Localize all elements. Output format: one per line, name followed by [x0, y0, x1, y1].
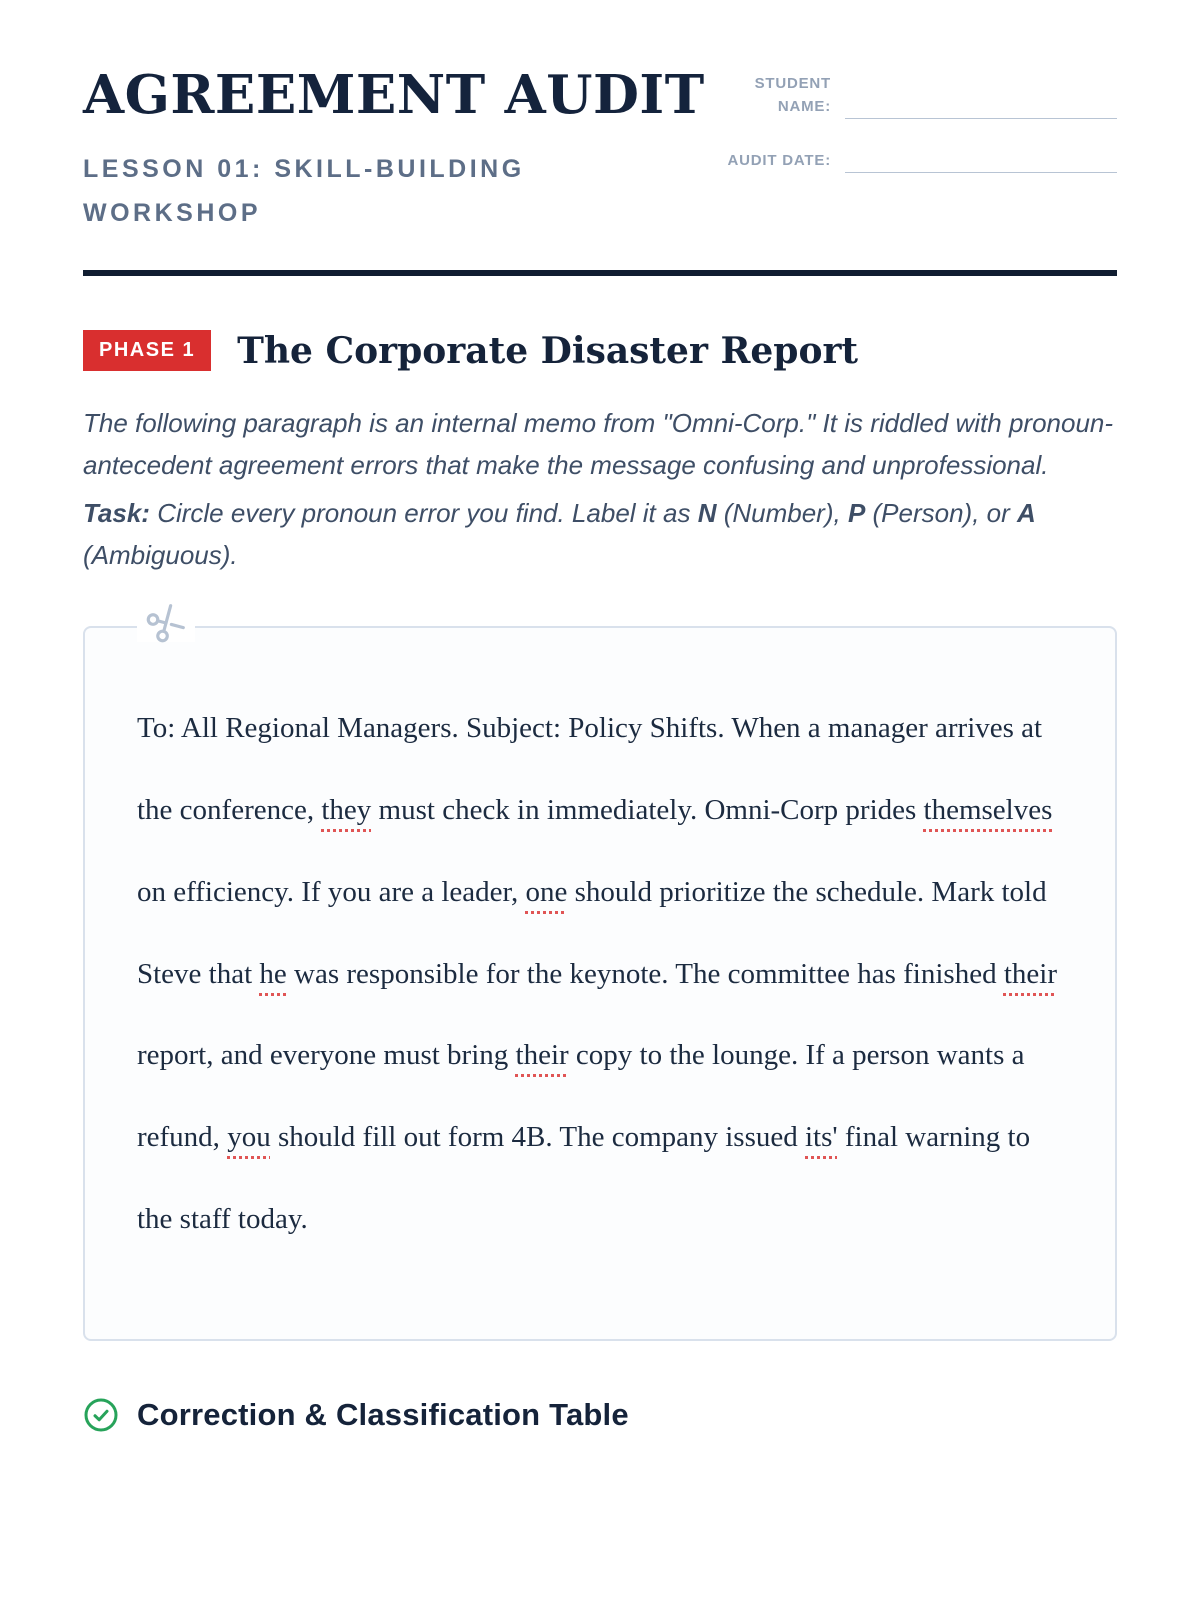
text-segment: (Person), or [865, 498, 1017, 529]
pronoun-error: their [515, 1039, 569, 1072]
text-segment: copy to the lounge. If a person wants a refund, [137, 1039, 1025, 1154]
pronoun-error: their [1003, 957, 1057, 990]
audit-date-label: AUDIT DATE: [727, 152, 831, 170]
text-segment: (Number), [716, 498, 848, 529]
correction-table-heading-row [83, 1397, 1117, 1433]
audit-date-input-line[interactable] [845, 143, 1117, 173]
pronoun-error: he [259, 957, 287, 990]
text-segment: report, and everyone must bring [137, 1039, 516, 1072]
check-circle-icon [83, 1397, 119, 1433]
text-segment: N [697, 498, 717, 529]
text-segment: must check in immediately. Omni-Corp prides [371, 794, 924, 826]
header-fields [725, 66, 1117, 197]
text-segment: was responsible for the keynote. The committee has finished [286, 957, 1004, 990]
header-left [83, 66, 705, 236]
text-segment: P [847, 498, 866, 529]
pronoun-error: one [525, 875, 568, 908]
correction-table-title: Correction & Classification Table [137, 1396, 629, 1432]
text-segment: final warning to the staff today. [137, 1121, 1031, 1235]
student-name-field [725, 72, 1117, 119]
scissors-icon [137, 604, 195, 642]
text-segment: (Ambiguous). [83, 540, 238, 571]
text-segment: To: All Regional Managers. Subject: Policy Shifts. When a manager arrives at the conference, [137, 712, 1043, 826]
phase1-intro: The following paragraph is an internal memo from "Omni-Corp." It is riddled with pronoun-antecedent agreement errors that make the message confusing and unprofessional. [83, 407, 1114, 480]
header [83, 66, 1117, 236]
phase1-title: The Corporate Disaster Report [237, 329, 859, 372]
header-divider [83, 270, 1117, 276]
student-name-label: STUDENT NAME: [754, 75, 831, 116]
pronoun-error: you [227, 1121, 271, 1154]
phase1-badge: PHASE 1 [83, 330, 211, 371]
memo-paragraph [137, 688, 1067, 1260]
audit-date-field [725, 143, 1117, 173]
text-segment: Task: [83, 498, 150, 529]
lesson-subtitle: LESSON 01: SKILL-BUILDING WORKSHOP [83, 155, 525, 228]
pronoun-error: its' [805, 1121, 838, 1154]
text-segment: A [1017, 498, 1036, 529]
text-segment: Circle every pronoun error you find. Label it as [149, 498, 698, 529]
pronoun-error: themselves [923, 794, 1053, 826]
page-title: AGREEMENT AUDIT [83, 64, 705, 126]
pronoun-error: they [321, 794, 372, 826]
student-name-input-line[interactable] [845, 89, 1117, 119]
text-segment: on efficiency. If you are a leader, [137, 875, 526, 908]
text-segment: should prioritize the schedule. Mark told Steve that [137, 875, 1047, 990]
phase1-heading-row [83, 330, 1117, 372]
memo-cutout-box [83, 626, 1117, 1340]
text-segment: should fill out form 4B. The company issued [270, 1121, 805, 1154]
phase1-task [83, 492, 1117, 576]
